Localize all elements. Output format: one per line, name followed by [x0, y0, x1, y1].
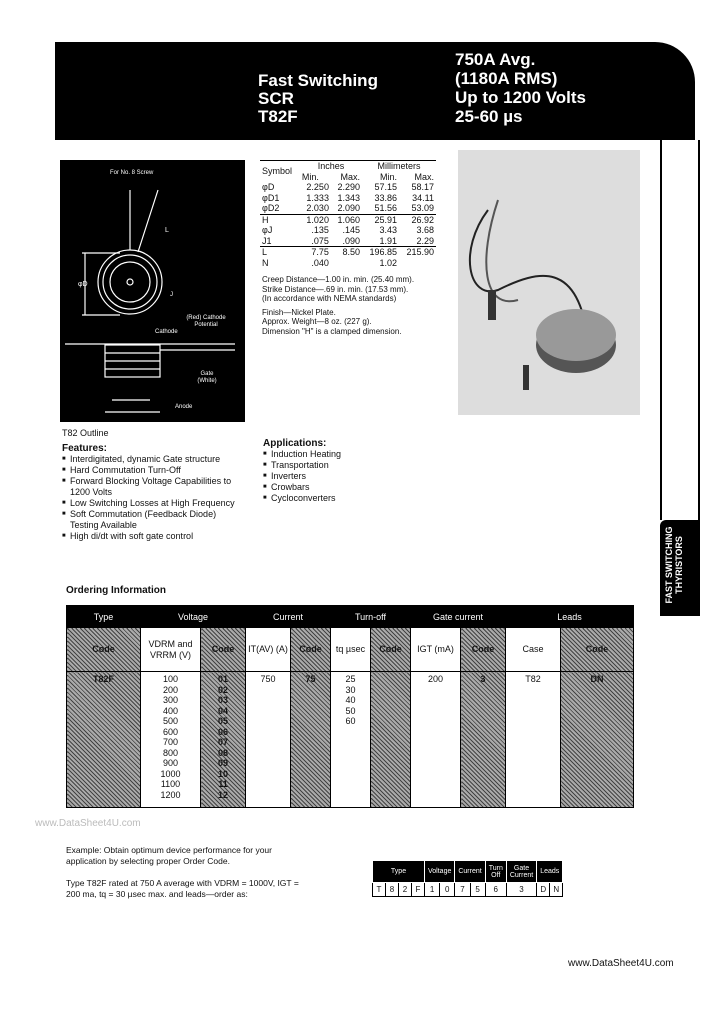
subheader-cell: IT(AV) (A): [246, 628, 291, 672]
subheader-cell: Code: [67, 628, 141, 672]
dimension-cell: .075: [311, 235, 329, 246]
watermark: www.DataSheet4U.com: [35, 818, 141, 829]
dimension-cell: 1.060: [331, 214, 362, 225]
dimension-cell: 1.020: [300, 214, 331, 225]
voltage-value: 100: [162, 674, 179, 684]
subheader-cell: Code: [291, 628, 331, 672]
group-header: Leads: [506, 606, 634, 628]
dimension-cell: [399, 258, 436, 269]
current-code: 75: [291, 672, 331, 808]
turnoff-code: [371, 672, 411, 808]
dimension-cell: .040: [311, 257, 329, 268]
code-header: Turn Off: [485, 861, 506, 883]
dimensions-table: [260, 160, 436, 268]
outline-label: For No. 8 Screw: [110, 170, 154, 176]
rating-line: Up to 1200 Volts: [455, 88, 586, 107]
code-char: 7: [455, 883, 470, 897]
gate-code: 3: [461, 672, 506, 808]
voltage-code: 08: [217, 747, 228, 758]
dimension-row: [260, 214, 436, 225]
dimension-cell: φJ: [262, 225, 273, 235]
subheader-cell: tq µsec: [331, 628, 371, 672]
application-item: ■ Crowbars: [263, 482, 413, 493]
title-line: Fast Switching: [258, 71, 378, 90]
code-header: Gate Current: [506, 861, 536, 883]
dimension-cell: 58.17: [411, 182, 434, 192]
outline-label: Anode: [175, 404, 193, 410]
dimension-cell: 2.030: [306, 203, 329, 213]
note: (In accordance with NEMA standards): [262, 294, 397, 303]
dimension-cell: L: [260, 247, 300, 258]
applications-heading: Applications:: [263, 438, 327, 449]
product-title: [258, 72, 378, 126]
feature-item: ■ Forward Blocking Voltage Capabilities to 1200 Volts: [62, 476, 242, 498]
voltage-code: 09: [217, 758, 228, 768]
tab-line: FAST SWITCHING: [664, 526, 674, 604]
dimension-cell: 53.09: [411, 203, 434, 213]
dimension-cell: 2.29: [416, 235, 434, 246]
subheader-cell: VDRM and VRRM (V): [141, 628, 201, 672]
dimension-cell: H: [260, 214, 300, 225]
tab-line: THYRISTORS: [674, 536, 684, 594]
code-char: 5: [470, 883, 485, 897]
feature-item: ■ Soft Commutation (Feedback Diode) Testing Available: [62, 509, 242, 531]
dimension-cell: 1.02: [379, 257, 397, 268]
dimension-cell: 34.11: [412, 192, 434, 203]
divider: [660, 140, 662, 520]
outline-label: Cathode: [155, 329, 178, 335]
rating-line: 750A Avg.: [455, 50, 536, 69]
outline-label: J: [170, 292, 173, 298]
note: Creep Distance—1.00 in. min. (25.40 mm).: [262, 275, 415, 284]
dimension-cell: φD2: [262, 203, 280, 213]
voltage-code: 03: [217, 695, 228, 705]
voltage-value: 700: [162, 737, 179, 747]
group-header: Current: [246, 606, 331, 628]
dimension-cell: φD1: [262, 192, 280, 203]
dimension-cell: 3.43: [379, 225, 397, 235]
col-header: Millimeters: [377, 161, 421, 171]
rating-line: (1180A RMS): [455, 69, 558, 88]
leads-code: DN: [561, 672, 634, 808]
dimension-cell: 7.75: [300, 247, 331, 258]
code-header: Voltage: [425, 861, 455, 883]
feature-item: ■ Low Switching Losses at High Frequency: [62, 498, 242, 509]
code-header: Leads: [537, 861, 563, 883]
code-char: 1: [425, 883, 440, 897]
voltage-value: 200: [162, 684, 179, 695]
dimension-cell: N: [262, 257, 269, 268]
dimension-row: [260, 225, 436, 236]
turnoff-value: 50: [345, 705, 356, 716]
code-char: 8: [386, 883, 399, 897]
group-header: Gate current: [411, 606, 506, 628]
subheader-cell: Code: [461, 628, 506, 672]
dimension-cell: 2.290: [337, 182, 361, 192]
dimension-row: [260, 203, 436, 214]
dimension-cell: .090: [342, 235, 361, 246]
voltage-code: 07: [217, 737, 228, 747]
dimension-cell: 33.86: [374, 192, 397, 203]
dimension-cell: 215.90: [399, 247, 436, 258]
footer-url: www.DataSheet4U.com: [568, 958, 674, 969]
application-item: ■ Induction Heating: [263, 449, 413, 460]
dimension-row: [260, 182, 436, 193]
dimension-cell: 57.15: [374, 182, 397, 192]
dimension-cell: 1.91: [379, 235, 397, 246]
features-heading: Features:: [62, 443, 108, 454]
note: Approx. Weight—8 oz. (227 g).: [262, 317, 372, 326]
voltage-value: 1200: [160, 789, 181, 800]
note: Dimension "H" is a clamped dimension.: [262, 326, 402, 336]
outline-label: φD: [78, 281, 88, 288]
code-char: 2: [399, 883, 412, 897]
dimension-cell: 1.343: [337, 192, 361, 203]
dimension-cell: φD: [262, 182, 275, 192]
code-char: 0: [440, 883, 455, 897]
section-tab: [660, 520, 700, 616]
dimension-cell: 51.56: [374, 203, 397, 213]
product-ratings: [455, 50, 586, 126]
feature-item: ■ Hard Commutation Turn-Off: [62, 465, 242, 476]
code-char: T: [373, 883, 386, 897]
gate-label: Gate (White): [197, 371, 217, 384]
outline-label: L: [165, 227, 169, 234]
voltage-code: 10: [217, 768, 228, 779]
voltage-code: 06: [217, 726, 228, 737]
dimension-notes: [262, 275, 452, 336]
dimension-cell: 196.85: [362, 247, 399, 258]
rating-line: 25-60 µs: [455, 107, 523, 126]
voltage-value: 900: [162, 758, 179, 768]
title-line: T82F: [258, 107, 298, 126]
col-header: Inches: [317, 161, 345, 171]
dimension-cell: 2.250: [306, 182, 329, 192]
turnoff-value: 60: [345, 716, 356, 726]
dimension-cell: 8.50: [331, 247, 362, 258]
voltage-value: 600: [162, 726, 179, 737]
dimension-row: [260, 193, 436, 204]
code-header: Current: [455, 861, 485, 883]
code-char: D: [537, 883, 550, 897]
application-item: ■ Inverters: [263, 471, 413, 482]
case-value: T82: [506, 672, 561, 808]
voltage-value: 400: [162, 705, 179, 716]
voltage-code: 02: [217, 684, 228, 695]
subheader-cell: Code: [561, 628, 634, 672]
title-line: SCR: [258, 89, 294, 108]
voltage-value: 500: [162, 716, 179, 726]
col-subheader: Max.: [414, 171, 434, 182]
dimension-row: [260, 258, 436, 269]
note: Strike Distance—.69 in. min. (17.53 mm).: [262, 284, 409, 294]
code-header: Type: [373, 861, 425, 883]
device-photo: [458, 150, 640, 415]
col-header: Symbol: [262, 166, 293, 177]
turnoff-value: 40: [345, 695, 356, 705]
voltage-value: 800: [162, 747, 179, 758]
ordering-heading: Ordering Information: [66, 585, 166, 596]
outline-drawing: [60, 160, 245, 422]
group-header: Voltage: [141, 606, 246, 628]
voltage-value: 1100: [160, 779, 181, 789]
dimension-row: [260, 236, 436, 247]
application-item: ■ Transportation: [263, 460, 413, 471]
cathode-potential-label: (Red) Cathode Potential: [186, 315, 226, 328]
subheader-cell: Code: [371, 628, 411, 672]
code-char: 3: [506, 883, 536, 897]
dimension-cell: .145: [342, 225, 361, 235]
dimension-cell: 2.090: [337, 203, 361, 213]
dimension-cell: 3.68: [416, 225, 434, 235]
group-header: Type: [67, 606, 141, 628]
example-text: Type T82F rated at 750 A average with VDRM = 1000V, IGT = 200 ma, tq = 30 µsec max. and leads—order as:: [66, 878, 299, 899]
code-char: 6: [485, 883, 506, 897]
dimension-cell: 26.92: [399, 214, 436, 225]
dimension-cell: [331, 258, 362, 269]
order-code-example: [372, 860, 563, 897]
note: Finish—Nickel Plate.: [262, 307, 336, 317]
dimension-cell: J1: [262, 235, 272, 246]
type-code: T82F: [67, 672, 141, 808]
example-text: Example: Obtain optimum device performance for your application by selecting proper Order Code.: [66, 845, 272, 866]
applications-section: [263, 438, 413, 504]
subheader-cell: Case: [506, 628, 561, 672]
dimension-cell: 1.333: [306, 192, 329, 203]
col-subheader: Min.: [301, 171, 319, 182]
application-item: ■ Cycloconverters: [263, 493, 413, 504]
dimension-cell: 25.91: [362, 214, 399, 225]
turnoff-value: 25: [345, 674, 356, 684]
code-char: F: [412, 883, 425, 897]
voltage-code: 01: [217, 674, 228, 684]
voltage-code: 05: [217, 716, 228, 726]
voltage-code: 12: [217, 789, 228, 800]
turnoff-value: 30: [345, 684, 356, 695]
gate-value: 200: [411, 672, 461, 808]
voltage-code: 11: [218, 779, 228, 789]
dimension-cell: .135: [311, 225, 329, 235]
outline-caption: T82 Outline: [62, 428, 109, 438]
code-char: N: [550, 883, 563, 897]
col-subheader: Min.: [379, 171, 397, 182]
current-value: 750: [246, 672, 291, 808]
subheader-cell: IGT (mA): [411, 628, 461, 672]
col-subheader: Max.: [340, 171, 361, 182]
divider: [698, 140, 700, 520]
ordering-table: [66, 605, 634, 808]
voltage-value: 1000: [160, 768, 181, 779]
group-header: Turn-off: [331, 606, 411, 628]
features-section: [62, 443, 242, 542]
subheader-cell: Code: [201, 628, 246, 672]
voltage-code: 04: [217, 705, 228, 716]
feature-item: ■ High di/dt with soft gate control: [62, 531, 242, 542]
voltage-value: 300: [162, 695, 179, 705]
feature-item: ■ Interdigitated, dynamic Gate structure: [62, 454, 242, 465]
dimension-row: [260, 247, 436, 258]
